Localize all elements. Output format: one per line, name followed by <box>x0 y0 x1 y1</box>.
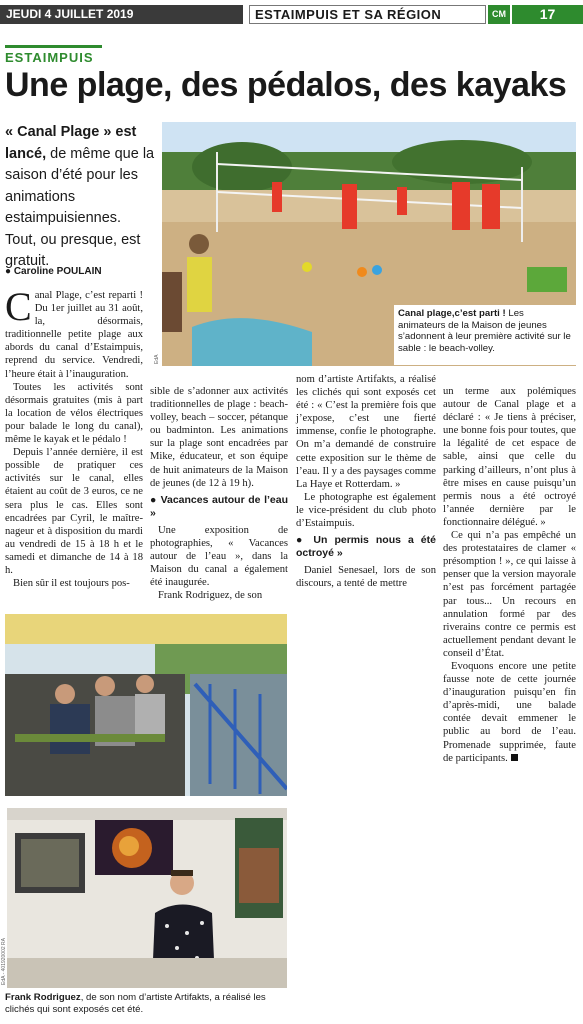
header-section: ESTAIMPUIS ET SA RÉGION <box>249 5 486 24</box>
col3-p2: Le photographe est également le vice-président du club photo d’Estaimpuis. <box>296 491 436 530</box>
col1-p4: Bien sûr il est toujours pos- <box>13 578 130 590</box>
photo3-caption <box>5 992 289 1015</box>
dropcap: C <box>5 284 32 329</box>
chapo <box>5 122 155 273</box>
col1-p1: anal Plage, c’est reparti ! Du 1er juillet au 31 août, la, désormais, traditionnelle petite plage aux abords du canal d’Estaimpuis, reprend du service. Vendredi, l’heure était à l’inauguration. <box>5 290 143 380</box>
photo3-credit: EdA - 401920002 RA <box>1 938 7 985</box>
photographer-portrait-image <box>7 808 287 988</box>
col2-p1: sible de s’adonner aux activités traditionnelles de plage : beach-volley, beach – soccer, pétanque ou badminton. Les animations sur la plage sont encadrées par Mike, éducateur, et son équipe de huit animateurs de la Maison de jeunes (de 12 à 19 h). <box>150 386 288 489</box>
photo-canal-terrace <box>5 614 287 796</box>
col3-subhead: ● Un permis nous a été octroyé » <box>296 534 436 560</box>
rubric: ESTAIMPUIS <box>5 50 94 65</box>
chapo-bold: « Canal Plage » est lancé, <box>5 124 137 162</box>
photo-frank-rodriguez <box>7 808 287 988</box>
header-edition: CM <box>488 5 510 24</box>
col2-p2: Une exposition de photographies, « Vacances autour de l’eau », dans la Maison du canal a également été inaugurée. <box>150 524 288 589</box>
photo1-credit: EdA <box>154 354 160 364</box>
photo1-caption-text: Les animateurs de la Maison de jeunes s’adonnent à leur première activité sur le sable : le beach-volley. <box>398 308 571 354</box>
column-3 <box>296 373 436 590</box>
end-mark <box>511 754 518 761</box>
col4-p1: un terme aux polémiques autour de Canal plage et a déclaré : « Je tiens à préciser, une bonne fois pour toutes, que la légalité de cet espace de sable, ainsi que celle du parking d’ailleurs, n’ont plus à être mises en cause puisqu’un permis nous a été octroyé l’année dernière par le fonctionnaire délégué. » <box>443 386 576 528</box>
photo1-caption-bold: Canal plage,c’est parti ! <box>398 308 506 319</box>
col1-p2: Toutes les activités sont désormais gratuites (mis à part la location de vélos électriques pour balade le long du canal), même le kayak et le pédalo ! <box>5 381 143 446</box>
col3-p3: Daniel Senesael, lors de son discours, a tenté de mettre <box>296 565 436 590</box>
photo3-caption-bold: Frank Rodriguez <box>5 992 81 1003</box>
chapo-text: de même que la saison d’été pour les animations estaimpuisiennes. Tout, ou presque, est gratuit. <box>5 145 155 269</box>
col2-p3: Frank Rodriguez, de son <box>158 590 263 602</box>
page-number: 17 <box>512 5 583 24</box>
col4-p2: Ce qui n’a pas empêché un des protestataires de clamer « présomption ! », ce qui laisse à penser que la version mayorale n’est pas forcément partagée par tous... Un recours en annulation formé par des riverains contre ce permis est actuellement pendant devant le conseil d’État. <box>443 530 576 659</box>
header-date: JEUDI 4 JUILLET 2019 <box>0 5 243 24</box>
rubric-bar <box>5 45 102 48</box>
col2-subhead: ● Vacances autour de l’eau » <box>150 493 288 519</box>
col4-p3: Evoquons encore une petite fausse note de cette journée d’inauguration puisqu’en fin d’après-midi, une balade contée devait emmener le public au bord de l’eau. Promenade supprimée, faute de participants. <box>443 660 576 764</box>
canal-terrace-image <box>5 614 287 796</box>
col1-p3: Depuis l’année dernière, il est possible de pratiquer ces activités sur le canal, elles étaient au coût de 3 euros, ce ne sera plus le cas. Elles sont encadrées par Cyril, le maître-nageur et à disposition du mardi au vendredi de 15 à 18 h et le samedi et dimanche de 14 à 18 h. <box>5 447 143 576</box>
column-4 <box>443 385 576 765</box>
author: ● Caroline POULAIN <box>5 266 102 277</box>
headline: Une plage, des pédalos, des kayaks <box>5 66 567 104</box>
col3-p1: nom d’artiste Artifakts, a réalisé les clichés qui sont exposés cet été : « C’est la première fois que j’expose, c’est une fierté immense, confie le photographe. On m’a demandé de construire cette exposition sur le thème de l’eau. Il y a des paysages comme La Haye et Rotterdam. » <box>296 374 436 490</box>
photo1-caption <box>394 305 576 365</box>
column-2 <box>150 385 288 602</box>
photo3-caption-text: , de son nom d’artiste Artifakts, a réalisé les clichés qui sont exposés cet été. <box>5 992 266 1015</box>
column-1 <box>5 284 143 590</box>
col4-p3-wrap <box>443 660 576 765</box>
